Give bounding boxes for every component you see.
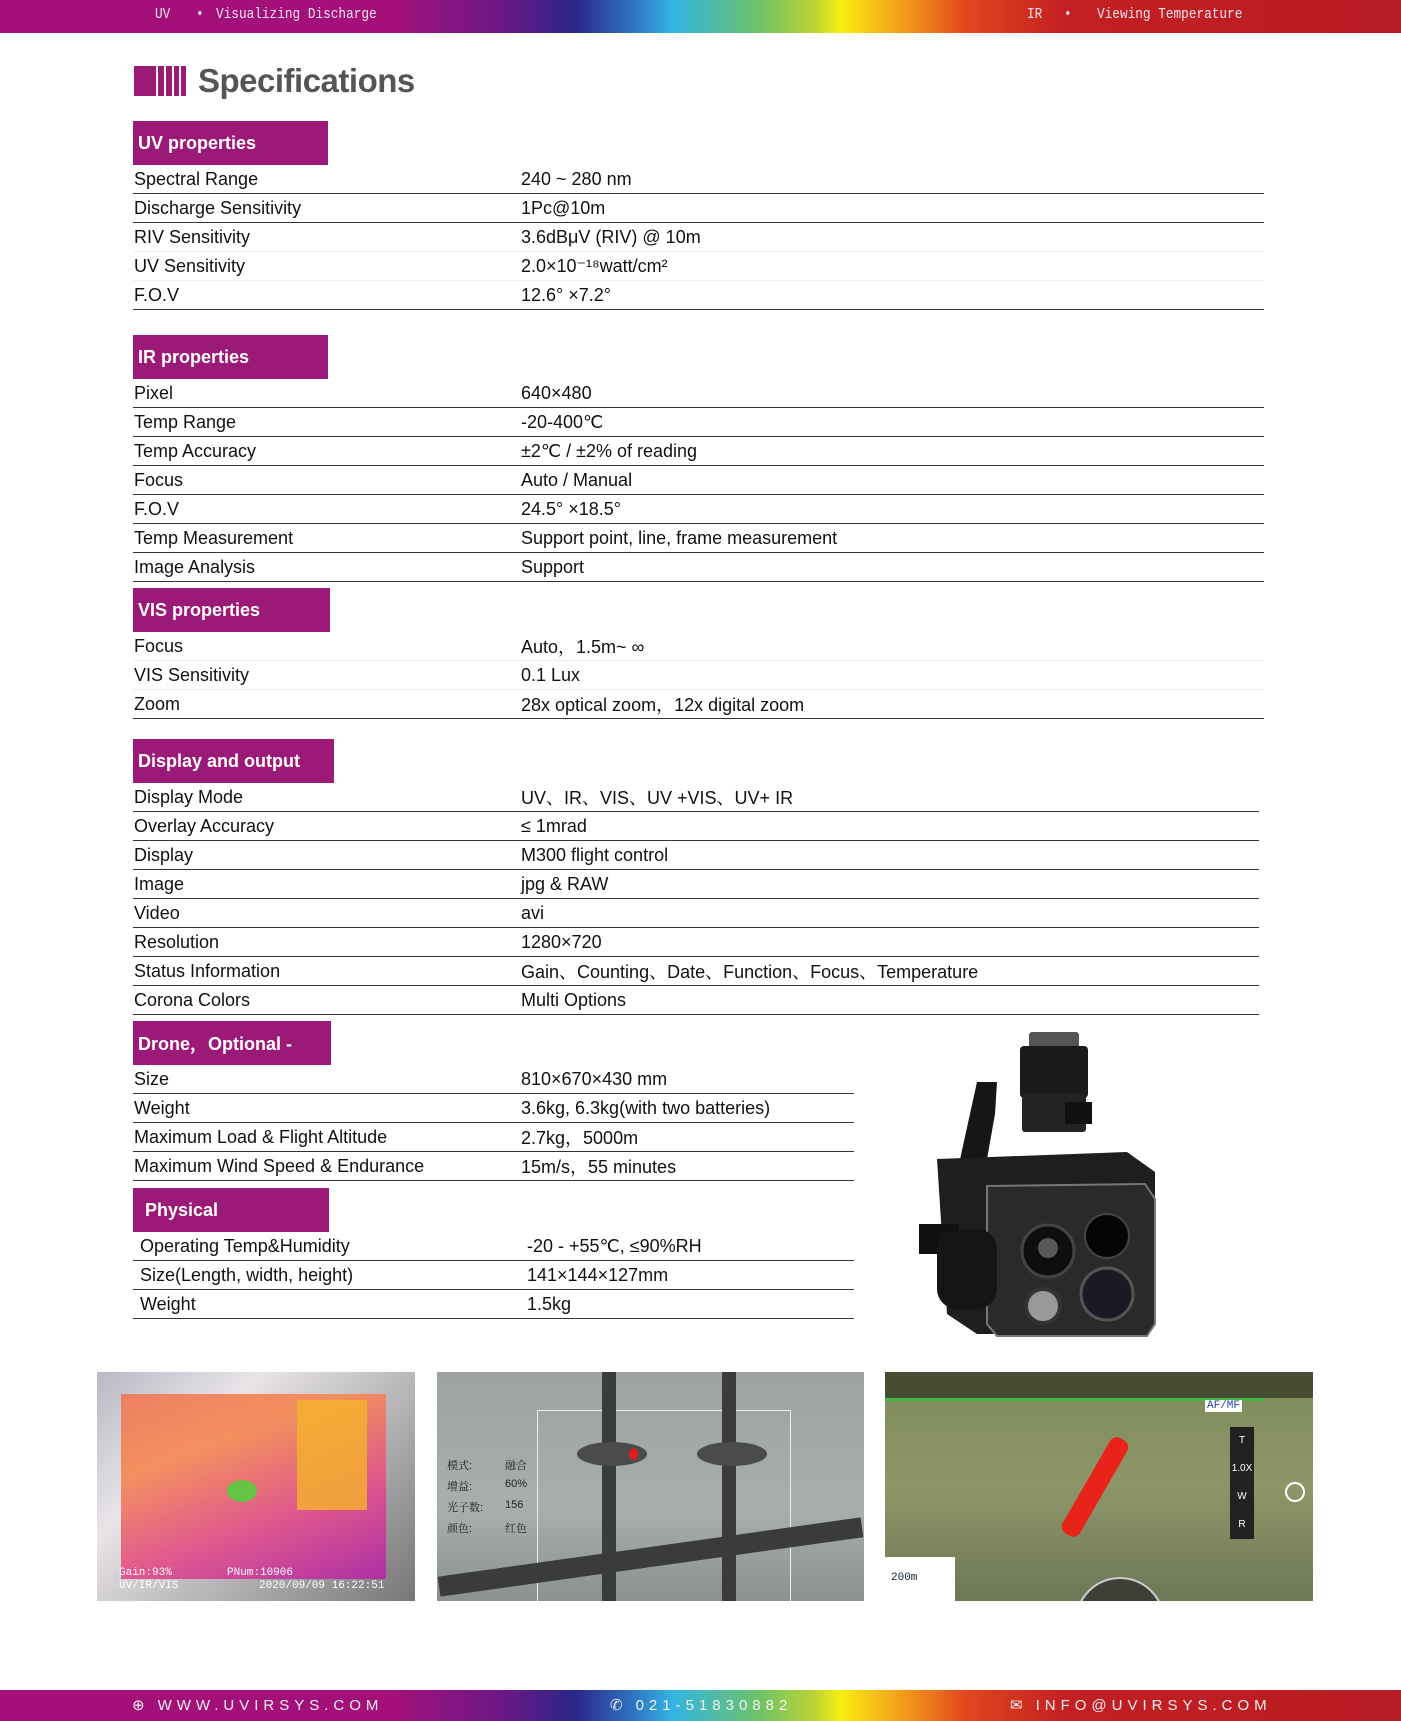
spec-row [133,1094,854,1123]
spec-row [133,812,1259,841]
overlay-line [447,1478,527,1499]
spec-label: Zoom [134,693,181,714]
flight-app-photo [885,1372,1313,1601]
spec-row [133,466,1264,495]
spec-row [133,957,1259,986]
footer-website[interactable] [132,1696,383,1714]
overlay-value: 红色 [505,1523,527,1535]
spec-label: Corona Colors [134,989,251,1010]
spec-row [133,437,1264,466]
email-text: INFO@UVIRSYS.COM [1035,1696,1272,1714]
uv-tagline: Visualizing Discharge [216,6,377,23]
spec-label: Focus [134,469,184,490]
spec-value: Auto，1.5m~ ∞ [521,637,645,657]
gimbal-camera-image [917,1024,1222,1342]
spec-label: Status Information [134,960,281,981]
spec-row [133,986,1259,1015]
spec-value: Multi Options [521,989,627,1010]
afmf-button[interactable]: AF/MF [1207,1400,1241,1412]
spec-value: Support point, line, frame measurement [521,527,838,548]
spec-label: Temp Range [134,411,237,432]
spec-label: Display Mode [134,786,244,807]
spec-value: 1Pc@10m [521,197,606,218]
spec-value: -20 - +55℃, ≤90%RH [527,1235,702,1256]
top-banner [0,0,1401,33]
spec-value: 12.6° ×7.2° [521,284,611,305]
spec-row [133,1123,854,1152]
globe-icon: ⊕ [132,1697,150,1714]
insulator-uv-photo [437,1372,864,1601]
spec-value: 2.0×10⁻¹⁸watt/cm² [521,255,668,276]
spec-value: 3.6kg, 6.3kg(with two batteries) [521,1097,771,1118]
spec-row [133,281,1264,310]
section-vis [133,588,1264,719]
spec-row [133,899,1259,928]
section-ir [133,335,1264,582]
footer-banner [0,1690,1401,1721]
spec-row [133,783,1259,812]
section-uv [133,121,1264,310]
spec-value: 1280×720 [521,931,602,952]
spec-row [133,194,1264,223]
spec-value: avi [521,902,545,923]
zoom-button[interactable]: 1.0X [1231,1463,1253,1474]
spec-row [133,1232,854,1261]
spec-row [133,870,1259,899]
footer-phone[interactable] [610,1696,792,1714]
spec-value: 810×670×430 mm [521,1068,668,1089]
shutter-button[interactable] [1285,1482,1305,1502]
spec-label: Pixel [134,382,174,403]
spec-value: Auto / Manual [521,469,633,490]
spec-row [133,408,1264,437]
spec-value: -20-400℃ [521,411,604,432]
spec-row [133,661,1264,690]
spec-row [133,495,1264,524]
spec-label: Operating Temp&Humidity [140,1235,350,1256]
spec-label: RIV Sensitivity [134,226,251,247]
section-drone [133,1021,854,1181]
spec-label: Maximum Wind Speed & Endurance [134,1155,425,1176]
spec-label: Focus [134,635,184,656]
spec-label: Image [134,873,185,894]
spec-value: 141×144×127mm [527,1264,669,1285]
overlay-line [447,1457,527,1478]
spec-label: Temp Measurement [134,527,294,548]
ir-tagline: Viewing Temperature [1097,6,1243,23]
section-display [133,739,1259,1015]
overlay-line [447,1499,527,1520]
spec-row [133,1065,854,1094]
spec-label: Weight [140,1293,196,1314]
overlay-label: 光子数: [447,1502,484,1514]
website-text: WWW.UVIRSYS.COM [157,1696,384,1714]
spec-row [133,928,1259,957]
bullet: • [196,6,204,23]
spec-value: 28x optical zoom，12x digital zoom [521,695,805,715]
spec-label: Maximum Load & Flight Altitude [134,1126,388,1147]
spec-label: Overlay Accuracy [134,815,275,836]
spec-label: Discharge Sensitivity [134,197,302,218]
ir-tag: IR [1027,6,1043,23]
page-title-text: Specifications [198,62,415,99]
bullet: • [1064,6,1072,23]
spec-value: 15m/s，55 minutes [521,1157,677,1177]
spec-row [133,1290,854,1319]
overlay-label: 模式: [447,1460,473,1472]
title-bars-icon [134,66,186,96]
section-header: Drone，Optional - [133,1021,331,1065]
spec-value: 24.5° ×18.5° [521,498,621,519]
gain-readout: Gain:93% [119,1567,172,1579]
datetime-readout: 2020/09/09 16:22:51 [259,1580,385,1592]
spec-label: Size(Length, width, height) [140,1264,354,1285]
spec-row [133,632,1264,661]
spec-value: ±2℃ / ±2% of reading [521,440,698,461]
zoom-button[interactable]: R [1238,1519,1246,1530]
spec-label: Temp Accuracy [134,440,257,461]
section-header: Display and output [133,739,334,783]
map-scale: 200m [891,1572,918,1584]
section-header: UV properties [133,121,328,165]
overlay-value: 156 [505,1499,524,1511]
spec-row [133,1261,854,1290]
spec-value: 640×480 [521,382,592,403]
spec-label: Display [134,844,194,865]
photon-count-readout: PNum:10906 [227,1567,294,1579]
spec-label: Spectral Range [134,168,259,189]
spec-label: VIS Sensitivity [134,664,250,685]
spec-value: UV、IR、VIS、UV +VIS、UV+ IR [521,788,794,808]
footer-email[interactable] [1010,1696,1272,1714]
spec-label: Image Analysis [134,556,256,577]
spec-value: 2.7kg，5000m [521,1128,639,1148]
overlay-line [447,1520,527,1541]
spec-row [133,524,1264,553]
spec-label: Size [134,1068,170,1089]
uv-tag: UV [155,6,171,23]
spec-row [133,252,1264,281]
spec-label: F.O.V [134,498,180,519]
phone-icon: ✆ [610,1697,628,1714]
spec-value: M300 flight control [521,844,669,865]
section-header: Physical [133,1188,329,1232]
spec-row [133,223,1264,252]
spec-value: Support [521,556,585,577]
overlay-label: 增益: [447,1481,473,1493]
uv-ir-fusion-photo [97,1372,415,1601]
spec-value: jpg & RAW [521,873,609,894]
section-header: IR properties [133,335,328,379]
section-header: VIS properties [133,588,330,632]
spec-label: Resolution [134,931,220,952]
spec-value: 1.5kg [527,1293,572,1314]
spec-label: F.O.V [134,284,180,305]
spec-label: Weight [134,1097,190,1118]
spec-value: 0.1 Lux [521,664,581,685]
spec-row [133,379,1264,408]
overlay-label: 颜色: [447,1523,473,1535]
spec-row [133,553,1264,582]
spec-value: 240 ~ 280 nm [521,168,632,189]
mail-icon: ✉ [1010,1697,1028,1714]
spec-row [133,690,1264,719]
spec-row [133,841,1259,870]
overlay-value: 60% [505,1478,528,1490]
overlay-value: 融合 [505,1460,527,1472]
spec-row [133,1152,854,1181]
page-title [134,62,415,100]
spec-value: ≤ 1mrad [521,815,587,836]
mode-readout: UV/IR/VIS [119,1580,179,1592]
zoom-button[interactable]: W [1237,1491,1247,1502]
phone-text: 021-51830882 [635,1696,793,1714]
section-physical [133,1188,854,1319]
zoom-button[interactable]: T [1238,1435,1246,1446]
spec-label: UV Sensitivity [134,255,246,276]
spec-value: 3.6dBμV (RIV) @ 10m [521,226,701,247]
spec-value: Gain、Counting、Date、Function、Focus、Temperature [521,962,979,982]
spec-label: Video [134,902,180,923]
spec-row [133,165,1264,194]
